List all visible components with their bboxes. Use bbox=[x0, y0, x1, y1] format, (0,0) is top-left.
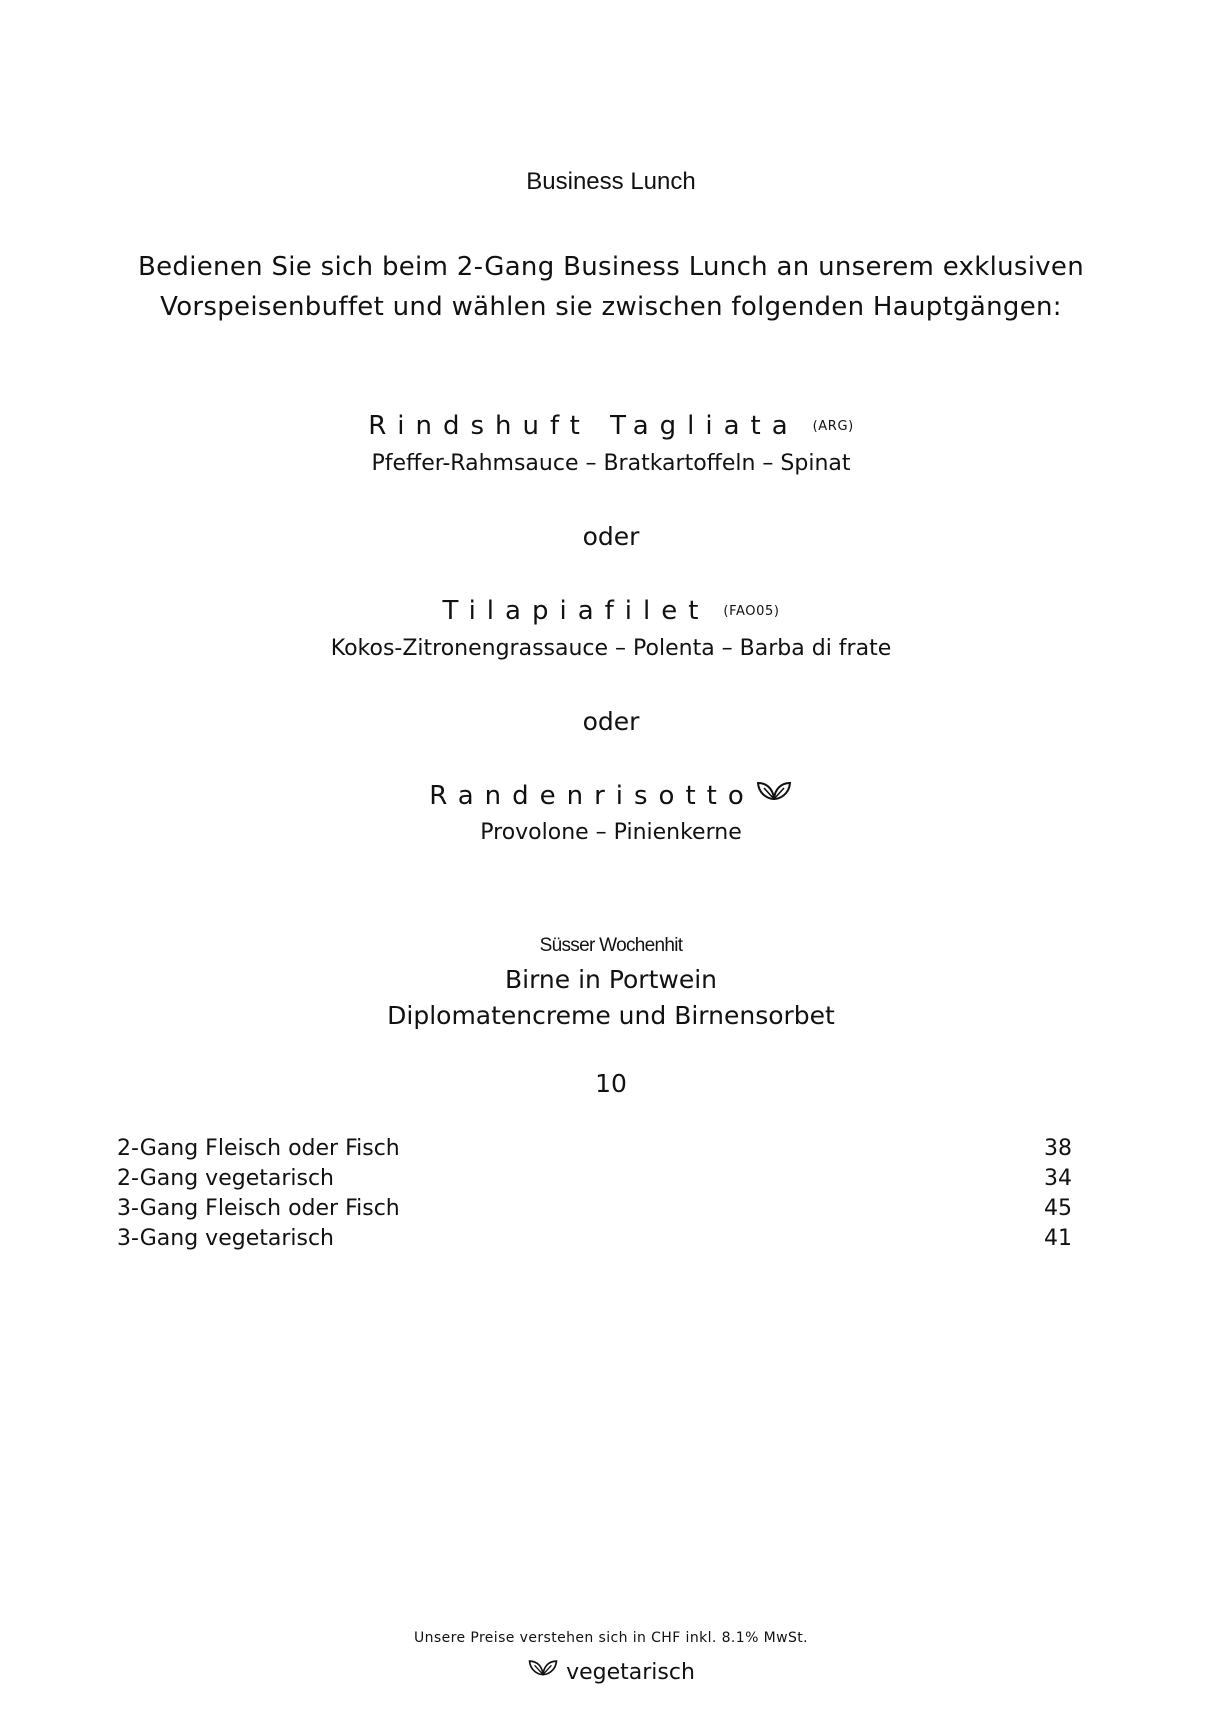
price-row bbox=[117, 1224, 1072, 1254]
price-label: 3-Gang vegetarisch bbox=[117, 1226, 334, 1251]
intro-text bbox=[0, 247, 1222, 327]
price-row bbox=[117, 1194, 1072, 1224]
intro-line-2: Vorspeisenbuffet und wählen sie zwischen folgenden Hauptgängen: bbox=[160, 292, 1062, 322]
dessert-line-1: Birne in Portwein bbox=[504, 965, 718, 994]
dish-1-origin: (ARG) bbox=[812, 418, 854, 434]
intro-line-1: Bedienen Sie sich beim 2-Gang Business Lunch an unserem exklusiven bbox=[137, 252, 1085, 282]
price-value: 41 bbox=[1044, 1226, 1072, 1251]
price-list bbox=[117, 1134, 1072, 1254]
vat-note: Unsere Preise verstehen sich in CHF inkl. 8.1% MwSt. bbox=[414, 1630, 808, 1646]
dessert-label: Süsser Wochenhit bbox=[539, 935, 683, 956]
legend-label: vegetarisch bbox=[566, 1660, 695, 1685]
dish-2-description: Kokos-Zitronengrassauce – Polenta – Barba di frate bbox=[330, 636, 892, 661]
price-value: 34 bbox=[1044, 1166, 1072, 1191]
dish-2-name: Tilapiafilet bbox=[442, 596, 710, 626]
dish-2-origin: (FAO05) bbox=[723, 603, 780, 619]
price-row bbox=[117, 1134, 1072, 1164]
price-row bbox=[117, 1164, 1072, 1194]
dish-1-description: Pfeffer-Rahmsauce – Bratkartoffeln – Spinat bbox=[371, 451, 851, 476]
price-label: 3-Gang Fleisch oder Fisch bbox=[117, 1196, 400, 1221]
legend bbox=[0, 1658, 1222, 1688]
dish-3-description: Provolone – Pinienkerne bbox=[480, 820, 742, 845]
dessert-price: 10 bbox=[595, 1069, 627, 1098]
dish-1-name-row bbox=[0, 409, 1222, 444]
dish-3-name-row bbox=[0, 779, 1222, 813]
leaf-icon bbox=[755, 777, 793, 812]
price-label: 2-Gang Fleisch oder Fisch bbox=[117, 1136, 400, 1161]
separator-oder-2: oder bbox=[582, 707, 640, 736]
leaf-icon bbox=[527, 1656, 559, 1687]
dish-2-name-row bbox=[0, 594, 1222, 629]
dish-3-name: Randenrisotto bbox=[429, 781, 755, 811]
price-label: 2-Gang vegetarisch bbox=[117, 1166, 334, 1191]
price-value: 38 bbox=[1044, 1136, 1072, 1161]
separator-oder-1: oder bbox=[582, 522, 640, 551]
dessert-line-2: Diplomatencreme und Birnensorbet bbox=[387, 1001, 835, 1030]
price-value: 45 bbox=[1044, 1196, 1072, 1221]
page-title: Business Lunch bbox=[526, 168, 696, 195]
dish-1-name: Rindshuft Tagliata bbox=[368, 411, 799, 441]
